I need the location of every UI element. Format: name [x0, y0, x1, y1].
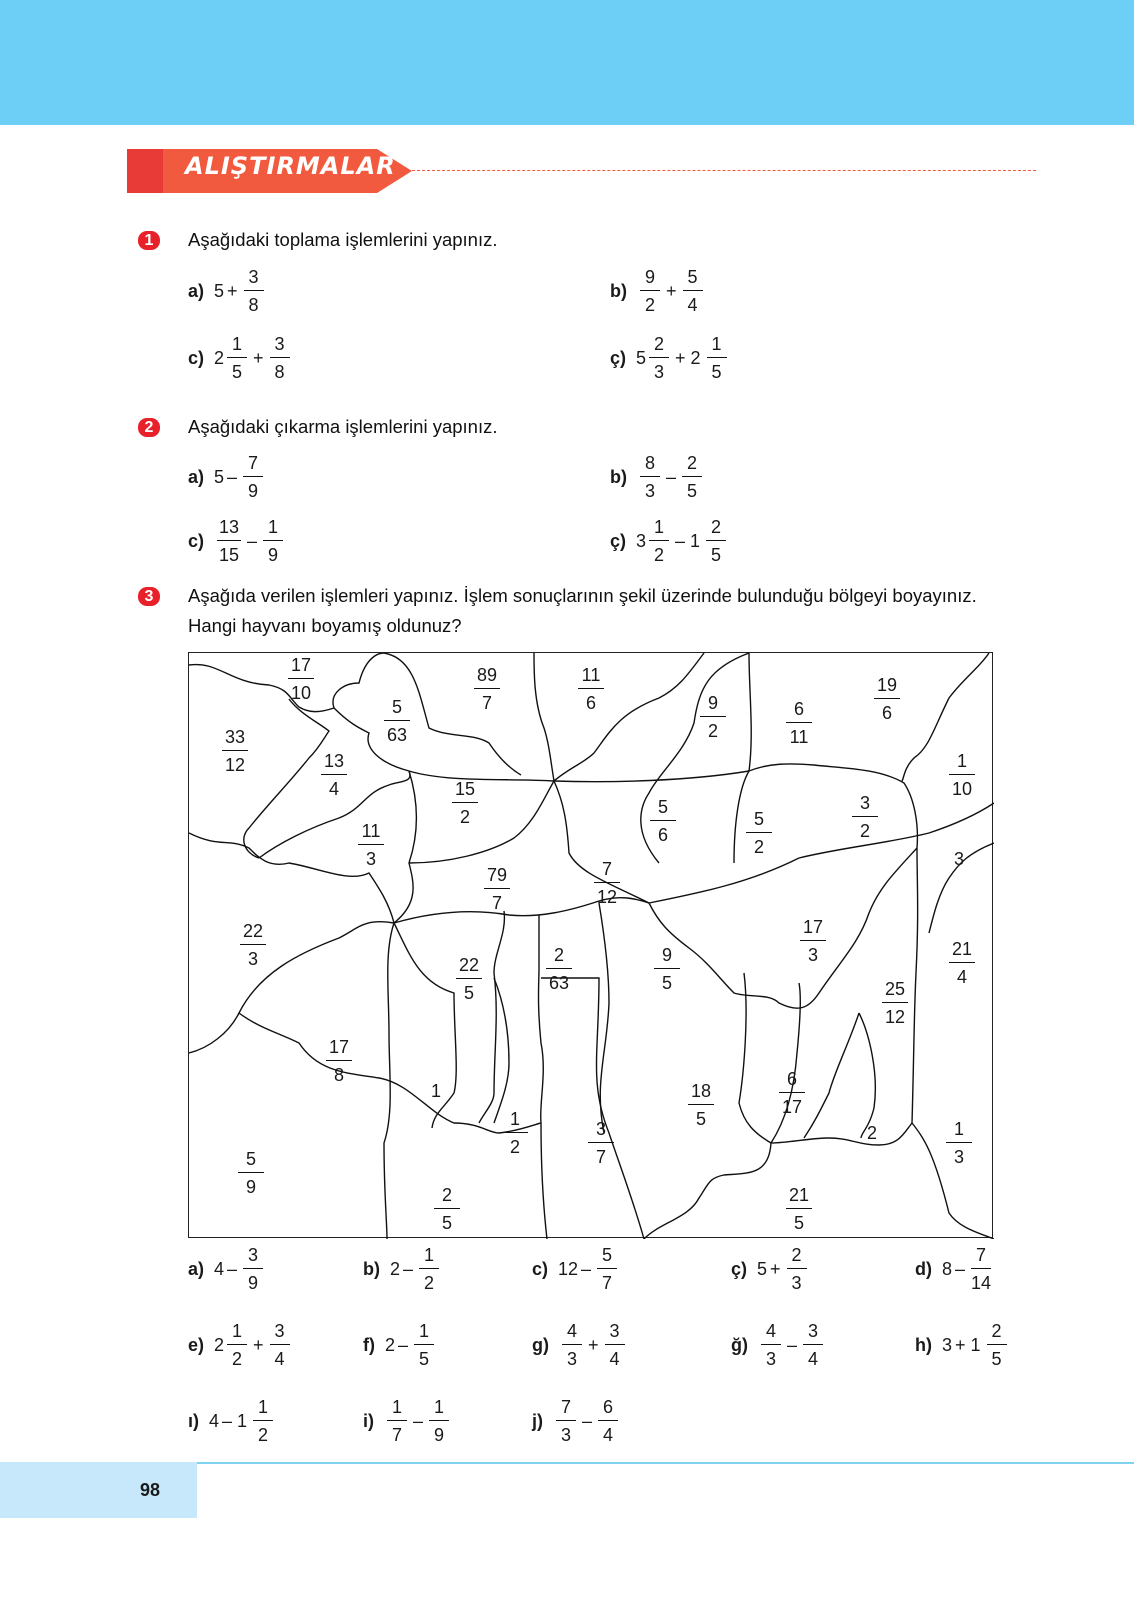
region-15-2[interactable]: 15 2 — [452, 780, 478, 826]
region-11-3[interactable]: 11 3 — [358, 822, 384, 868]
q3-item-c-cedilla: ç) 5 + $\frac{2}{3}$ — [731, 1246, 810, 1292]
region-1-3[interactable]: 1 3 — [946, 1120, 972, 1166]
region-5-63[interactable]: 5 63 — [384, 698, 410, 744]
q3-item-j: j) $\frac{7}{3}$ – $\frac{6}{4}$ — [532, 1398, 621, 1444]
region-7-12[interactable]: 7 12 — [594, 860, 620, 906]
q1-item-a: a) 5 + $\frac{3}{8}$ — [188, 268, 267, 314]
question-1-text: Aşağıdaki toplama işlemlerini yapınız. — [188, 229, 498, 250]
q3-item-b: b) 2 – $\frac{1}{2}$ — [363, 1246, 442, 1292]
region-11-6[interactable]: 11 6 — [578, 666, 604, 712]
region-17-3[interactable]: 17 3 — [800, 918, 826, 964]
region-22-5[interactable]: 22 5 — [456, 956, 482, 1002]
q2-item-a: a) 5 – $\frac{7}{9}$ — [188, 454, 266, 500]
region-21-5[interactable]: 21 5 — [786, 1186, 812, 1232]
question-3-text-line1: Aşağıda verilen işlemleri yapınız. İşlem sonuçlarının şekil üzerinde bulunduğu bölgeyi boyayınız. — [188, 585, 977, 606]
section-title: ALIŞTIRMALAR — [185, 152, 396, 180]
region-9-2[interactable]: 9 2 — [700, 694, 726, 740]
q3-item-dotless-i: ı) 4 – 1 $\frac{1}{2}$ — [188, 1398, 276, 1444]
cow-coloring-figure[interactable] — [188, 652, 993, 1238]
q3-item-d: d) 8 – $\frac{7}{14}$ — [915, 1245, 992, 1293]
region-9-5[interactable]: 9 5 — [654, 946, 680, 992]
region-3-7[interactable]: 3 7 — [588, 1120, 614, 1166]
region-25-12[interactable]: 25 12 — [882, 980, 908, 1026]
region-22-3[interactable]: 22 3 — [240, 922, 266, 968]
region-19-6[interactable]: 19 6 — [874, 676, 900, 722]
region-89-7[interactable]: 89 7 — [474, 666, 500, 712]
q3-item-g: g) $\frac{4}{3}$ + $\frac{3}{4}$ — [532, 1322, 628, 1368]
header-band — [0, 0, 1134, 125]
q2-item-b: b) $\frac{8}{3}$ – $\frac{2}{5}$ — [610, 454, 705, 500]
region-5-6[interactable]: 5 6 — [650, 798, 676, 844]
q3-item-i: i) $\frac{1}{7}$ – $\frac{1}{9}$ — [363, 1398, 452, 1444]
q3-item-c: c) 12 – $\frac{5}{7}$ — [532, 1246, 620, 1292]
footer-divider — [196, 1462, 1134, 1464]
region-2-63[interactable]: 2 63 — [546, 946, 572, 992]
q3-item-g-breve: ğ) $\frac{4}{3}$ – $\frac{3}{4}$ — [731, 1322, 826, 1368]
q3-item-f: f) 2 – $\frac{1}{5}$ — [363, 1322, 437, 1368]
region-2-5[interactable]: 2 5 — [434, 1186, 460, 1232]
region-5-9[interactable]: 5 9 — [238, 1150, 264, 1196]
region-3-2[interactable]: 3 2 — [852, 794, 878, 840]
region-13-4[interactable]: 13 4 — [321, 752, 347, 798]
region-17-8[interactable]: 17 8 — [326, 1038, 352, 1084]
region-3[interactable]: 3 — [953, 849, 965, 869]
region-79-7[interactable]: 79 7 — [484, 866, 510, 912]
question-number-1: 1 — [138, 231, 160, 250]
question-number-2: 2 — [138, 418, 160, 437]
q3-item-e: e) 2 $\frac{1}{2}$ + $\frac{3}{4}$ — [188, 1322, 293, 1368]
region-1-10[interactable]: 1 10 — [949, 752, 975, 798]
region-6-17[interactable]: 6 17 — [779, 1070, 805, 1116]
q1-item-c-cedilla: ç) 5 $\frac{2}{3}$ + 2 $\frac{1}{5}$ — [610, 335, 730, 381]
page-number: 98 — [140, 1480, 161, 1500]
q2-item-c: c) $\frac{13}{15}$ – $\frac{1}{9}$ — [188, 518, 286, 564]
region-1-2[interactable]: 1 2 — [502, 1110, 528, 1156]
q3-item-a: a) 4 – $\frac{3}{9}$ — [188, 1246, 266, 1292]
question-number-3: 3 — [138, 587, 160, 606]
region-21-4[interactable]: 21 4 — [949, 940, 975, 986]
region-6-11[interactable]: 6 11 — [786, 700, 812, 746]
q1-item-b: b) $\frac{9}{2}$ + $\frac{5}{4}$ — [610, 268, 706, 314]
question-2-text: Aşağıdaki çıkarma işlemlerini yapınız. — [188, 416, 498, 437]
q1-item-c: c) 2 $\frac{1}{5}$ + $\frac{3}{8}$ — [188, 335, 293, 381]
region-17-10[interactable]: 17 10 — [288, 656, 314, 702]
region-1[interactable]: 1 — [430, 1081, 442, 1101]
region-33-12[interactable]: 33 12 — [222, 728, 248, 774]
region-2[interactable]: 2 — [866, 1123, 878, 1143]
q2-item-c-cedilla: ç) 3 $\frac{1}{2}$ – 1 $\frac{2}{5}$ — [610, 518, 729, 564]
region-5-2[interactable]: 5 2 — [746, 810, 772, 856]
region-18-5[interactable]: 18 5 — [688, 1082, 714, 1128]
section-divider — [412, 170, 1036, 171]
footer-page-tab — [0, 1462, 197, 1518]
q3-item-h: h) 3 + 1 $\frac{2}{5}$ — [915, 1322, 1010, 1368]
question-3-text-line2: Hangi hayvanı boyamış oldunuz? — [188, 615, 462, 636]
